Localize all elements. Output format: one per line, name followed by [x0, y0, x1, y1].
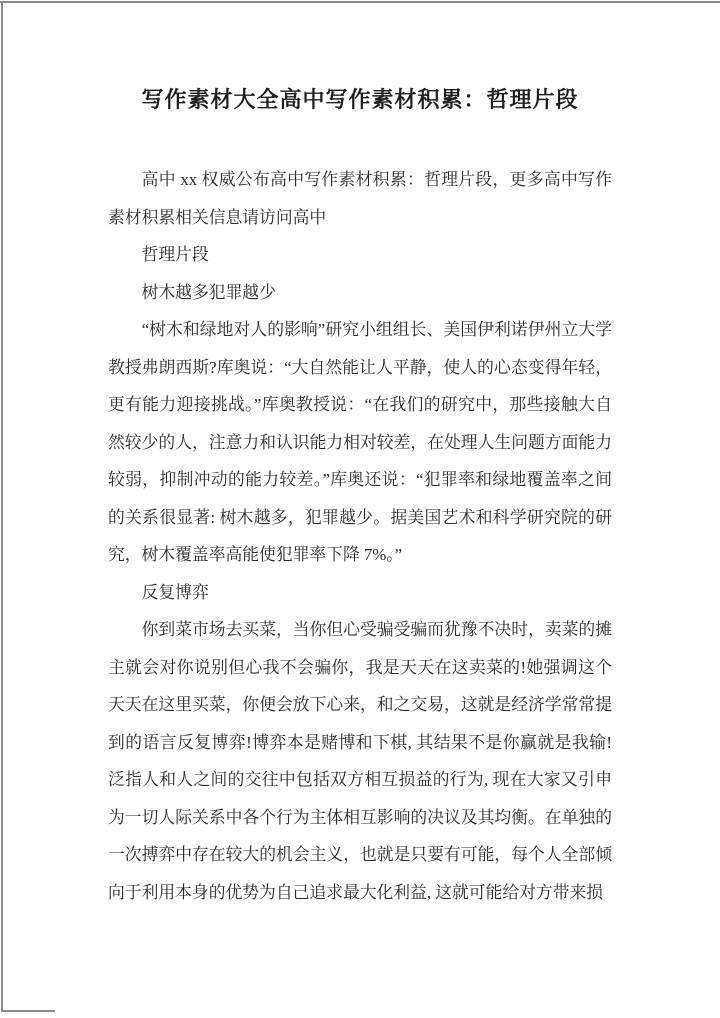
paragraph: 反复博弈	[141, 582, 209, 602]
page-border-bottom-segment	[1, 1010, 55, 1012]
page-border-left	[1, 1, 3, 1012]
paragraph: 树木越多犯罪越少	[141, 282, 276, 302]
page-border-top	[0, 1, 720, 3]
page-title: 写作素材大全高中写作素材积累：哲理片段	[141, 87, 579, 112]
paragraph: 高中 xx 权威公布高中写作素材积累：哲理片段，更多高中写作素材积累相关信息请访问高中	[108, 170, 612, 227]
paragraph: “树木和绿地对人的影响”研究小组组长、美国伊利诺伊州立大学教授弗朗西斯?库奥说：“大自然能让人平静，使人的心态变得年轻，更有能力迎接挑战。”库奥教授说：“在我们的研究中，那些接触大自然较少的人，注意力和认识能力相对较差，在处理人生问题方面能力较弱，抑制冲动的能力较差。”库奥还说：“犯罪率和绿地覆盖率之间的关系很显著: 树木越多，犯罪越少。据美国艺术和科学研究院的研究，树木覆盖率高能使犯罪率下降 7%。”	[108, 320, 612, 564]
document-body	[108, 161, 612, 911]
paragraph: 哲理片段	[141, 245, 209, 264]
paragraph: 你到菜市场去买菜，当你但心受骗受骗而犹豫不决时，卖菜的摊主就会对你说别但心我不会骗你，我是天天在这卖菜的!她强调这个天天在这里买菜，你便会放下心来，和之交易，这就是经济学常常提到的语言反复博弈!博弈本是赌博和下棋, 其结果不是你赢就是我输!泛指人和人之间的交往中包括双方相互损益的行为, 现在大家又引申为一切人际关系中各个行为主体相互影响的决议及其均衡。在单独的一次搏弈中存在较大的机会主义，也就是只要有可能，每个人全部倾向于利用本身的优势为自己追求最大化利益, 这就可能给对方带来损	[108, 620, 612, 902]
